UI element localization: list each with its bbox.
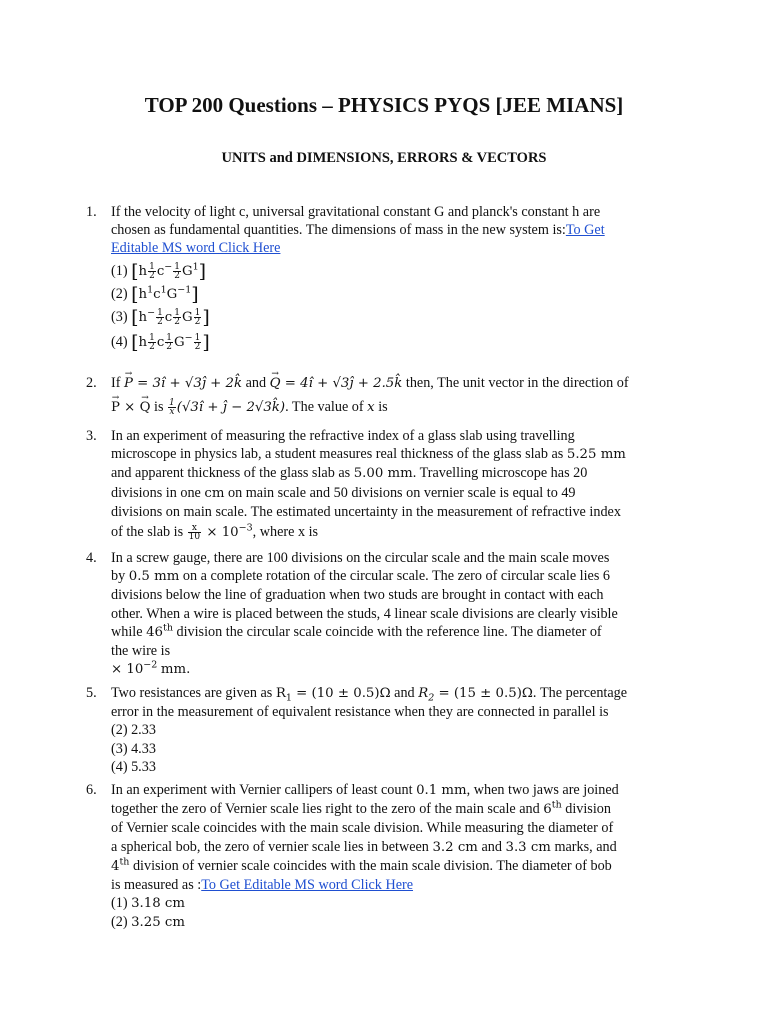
option-label: (1) [111,262,128,279]
measurement-value: 0.5 mm [128,569,180,585]
question-text: by [111,568,126,585]
question-text: . The percentage [532,685,628,701]
question-text: division the circular scale coincide with the reference line. The diameter of [176,623,602,640]
question-text: In an experiment of measuring the refractive index of a glass slab using travelling [111,428,575,444]
question-text: while [111,623,143,640]
question-text: of the slab is [111,524,184,541]
question-5 [86,684,666,776]
question-text: divisions in one [111,484,201,501]
question-text: marks, and [554,838,617,855]
vector-q-formula: → Q = 4î + √3ĵ + 2.5k̂ [270,376,403,391]
measurement-value: 0.1 mm [416,783,467,798]
question-text: is measured as : [111,877,202,894]
question-text: divisions below the line of graduation when two studs are brought in contact with each [111,587,604,604]
division-value: 4th [111,856,130,874]
question-text: together the zero of Vernier scale lies right to the zero of the main scale and [111,801,540,818]
answer-formula: × $10^{-2}$ [111,659,158,678]
option-item: (3) 4.33 [111,740,156,757]
option-label: (2) [111,285,128,302]
question-text: , where x is [252,524,319,541]
question-text: then, The unit vector in the direction of [405,375,629,391]
question-text: . Travelling microscope has 20 [412,465,588,482]
option-item: (2) 2.33 [111,722,156,739]
option-formula: $[h^1c^1G^{-1}]$ [131,283,199,306]
cross-product-formula: → P × → Q [111,400,150,415]
question-text: and [481,838,502,855]
question-text: error in the measurement of equivalent resistance when they are connected in parallel is [111,704,609,721]
editable-word-link[interactable]: To Get [565,222,605,239]
division-value: 46th [146,622,173,640]
unit-text: mm. [160,662,191,678]
question-text: other. When a wire is placed between the studs, 4 linear scale divisions are clearly visible [111,605,618,622]
question-text: is [378,399,388,416]
question-text: a spherical bob, the zero of vernier scale lies in between [111,838,429,855]
option-value: 3.25 cm [131,915,185,931]
question-number: 4. [86,550,97,566]
option-label: (2) [111,914,128,931]
question-text: In an experiment with Vernier callipers of least count [111,782,413,798]
measurement-value: 5.25 mm [566,447,626,463]
measurement-value: cm [204,485,225,501]
question-text: on a complete rotation of the circular scale. The zero of circular scale lies 6 [182,568,611,585]
question-number: 2. [86,375,97,391]
question-text: the wire is [111,643,171,660]
option-formula: [h $\frac{1}{2}$ c− $\frac{1}{2}$ $G^1$] [131,260,207,283]
question-text: division [565,801,611,818]
option-label: (1) [111,895,128,912]
question-2: 2. If → P = 3î + √3ĵ + 2k̂ and → Q = 4î + √3ĵ + 2.5k̂ then, The unit vector in the direction of → P × → Q is $\frac{1}{x}$ (√3î + ĵ − 2√3k̂). The value of x is [86,374,666,417]
question-text: microscope in physics lab, a student measures real thickness of the glass slab as [111,446,564,463]
editable-word-link[interactable]: Editable MS word Click Here [111,240,281,257]
question-text: In a screw gauge, there are 100 divisions on the circular scale and the main scale moves [111,550,610,566]
question-1 [86,203,666,352]
question-text: . The value of [285,399,364,416]
option-item: (4) 5.33 [111,758,156,775]
option-value: 3.18 cm [131,896,185,912]
measurement-value: 3.3 cm [505,839,551,855]
editable-word-link[interactable]: To Get Editable MS word Click Here [201,877,414,894]
question-text: division of vernier scale coincides with the main scale division. The diameter of bob [132,857,612,874]
question-text: and [394,685,415,701]
r2-formula: $R_2 = (15 \pm 0.5)\Omega$ [418,686,533,704]
question-text: of Vernier scale coincides with the main scale division. While measuring the diameter of [111,820,614,837]
section-subtitle: UNITS and DIMENSIONS, ERRORS & VECTORS [221,150,547,166]
measurement-value: 3.2 cm [432,839,478,855]
question-text: , when two jaws are joined [466,782,619,798]
question-text: Two resistances are given as [111,685,273,701]
option-formula: [h $\frac{1}{2}$ c $\frac{1}{2}$ G− $\frac{1}{2}$ ] [131,331,210,354]
question-number: 6. [86,782,97,798]
question-text: If the velocity of light c, universal gravitational constant G and planck's constant h are [111,204,601,220]
option-formula: [h− $\frac{1}{2}$ c $\frac{1}{2}$ G $\frac{1}{2}$ ] [131,306,210,329]
question-4 [86,549,666,679]
question-text: If [111,375,121,391]
uncertainty-formula: $\frac{x}{10}$ × $10^{-3}$ [188,522,253,543]
division-value: 6th [543,799,562,818]
question-text: and [245,375,267,391]
question-text: on main scale and 50 divisions on vernier scale is equal to 49 [228,484,576,501]
question-number: 5. [86,685,97,701]
measurement-value: 5.00 mm [353,466,413,482]
page-title: TOP 200 Questions – PHYSICS PYQS [JEE MIANS] [144,93,624,117]
question-text: chosen as fundamental quantities. The dimensions of mass in the new system is: [111,222,566,239]
vector-p-formula: → P = 3î + √3ĵ + 2k̂ [124,376,242,391]
question-6 [86,781,666,933]
r1-formula: $R_1 = (10 \pm 0.5)\Omega$ [275,686,391,704]
option-label: (4) [111,334,128,351]
question-text: and apparent thickness of the glass slab as [111,465,351,482]
option-label: (3) [111,309,128,326]
question-number: 1. [86,204,97,220]
question-text: divisions on main scale. The estimated uncertainty in the measurement of refractive index [111,503,621,520]
unit-vector-formula: $\frac{1}{x}$ (√3î + ĵ − 2√3k̂) [169,398,286,418]
question-3 [86,427,666,542]
question-text: is [154,399,164,416]
question-number: 3. [86,428,97,444]
